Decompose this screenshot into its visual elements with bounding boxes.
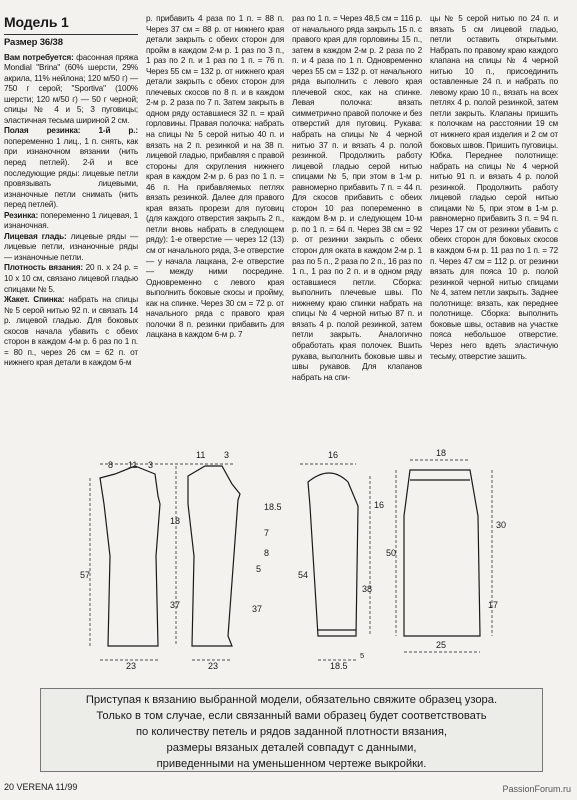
paragraph: Лицевая гладь: лицевые ряды — лицевые петли, изнаночные ряды — изнаночные петли. xyxy=(4,231,139,262)
dim-label: 23 xyxy=(126,661,137,671)
paragraph: р. прибавить 4 раза по 1 п. = 88 п. Через 37 см = 88 р. от нижнего края детали закрыть с обеих сторон для пройм в каждом 2-м р. 1 раз по 3 п., 1 раз по 2 п. и 1 раз по 1 п. = 76 п. Через 55 см = 132 р. от нижнего края детали закрыть с обеих сторон для плечевых скосов по 8 п. и в каждом 2-м р. 2 раза по 7 п. Затем закрыть в одном ряду оставшиеся 32 п. = край горловины. Правая полочка: набрать на спицы № 5 серой нитью 40 п. и вязать на 2 п. резинкой и на 38 п. лицевой гладью, прибавляя с правой стороны для скругления нижнего края в каждом 2-м р. 6 раз по 1 п. = 46 п. На прибавляемых петлях вязать резинкой. Далее для правого края вязать прорези для пуговиц (для каждого отверстия закрыть 2 п., петли вновь набрать в следующем ряду): 1-е отверстие — через 12 (13) см от начального ряда, 3-е отверстие — у начала лацкана, 2-е отверстие — между ними посредине. Одновременно с левого края выполнить боковые скосы и пройму, как на спинке. Через 30 см = 72 р. от начального ряда с правого края полочки 8 п. резинки прибавить для лацкана в каждом 6-м р. 7 xyxy=(146,14,284,340)
dim-label: 37 xyxy=(170,600,181,610)
dim-label: 11 xyxy=(128,460,138,470)
dim-label: 8 xyxy=(264,548,270,558)
pattern-diagram xyxy=(0,436,577,676)
dim-label: 23 xyxy=(208,661,219,671)
dim-label: 16 xyxy=(374,500,385,510)
dim-label: 5 xyxy=(360,651,365,660)
paragraph: Резинка: попеременно 1 лицевая, 1 изнаночная. xyxy=(4,210,138,231)
page-footer: 20 VERENA 11/99 xyxy=(4,782,78,792)
skirt-outline xyxy=(404,470,480,636)
model-title: Модель 1 xyxy=(4,14,69,30)
paragraph: цы № 5 серой нитью по 24 п. и вязать 5 см лицевой гладью, петли оставить открытыми. Набрать по правому краю каждого клапана на спицы № 4 черной нитью 10 п., присоединить оставленные 24 п. и набрать по левому краю 10 п., вязать на всех петлях 4 р. полой резинкой, затем петли закрыть. Клапаны пришить к полочкам на расстоянии 19 см от нижнего края изделия и 2 см от боковых швов. Пришить пуговицы. Юбка. Переднее полотнище: набрать на спицы № 4 черной нитью 91 п. и вязать 4 р. полой резинкой. Продолжить работу лицевой гладью серой нитью спицами № 5, при этом в 1-м р. равномерно прибавить 3 п. = 94 п. Через 17 см от резинки убавить с обеих сторон для боковых скосов в каждом 6-м р. 11 раз по 1 п. = 72 п. Через 47 см = 112 р. от резинки вязать для пояса 10 р. полой резинкой черной нитью спицами № 4, затем петли закрыть. Заднее полотнище: вязать, как переднее полотнище. Сборка: выполнить боковые швы, оставив на участке пояса небольшое отверстие. Через него вдеть эластичную тесьму, отверстие зашить. xyxy=(430,14,558,361)
paragraph: Плотность вязания: 20 п. x 24 р. = 10 x 10 см, связано лицевой гладью спицами № 5. xyxy=(4,263,138,294)
title-rule xyxy=(4,34,138,35)
note-line: Только в том случае, если связанный вами образец будет соответствовать xyxy=(96,710,487,722)
note-line: Приступая к вязанию выбранной модели, обязательно свяжите образец узора. xyxy=(85,694,498,706)
dim-label: 18 xyxy=(170,516,181,526)
text-column-2 xyxy=(146,14,284,341)
dim-label: 50 xyxy=(386,548,397,558)
dim-label: 18.5 xyxy=(264,502,282,512)
sleeve-outline xyxy=(308,473,358,636)
paragraph: Полая резинка: 1-й р.: попеременно 1 лиц., 1 п. снять, как при изнаночном вязании (нить перед петлей). 2-й и все последующие ряды: лицевые петли провязывать лицевыми, изнаночные петли снимать (нить перед петлей). xyxy=(4,126,138,210)
text-column-3 xyxy=(292,14,422,383)
dim-label: 37 xyxy=(252,604,263,614)
dim-label: 17 xyxy=(488,600,499,610)
text-column-1 xyxy=(4,14,138,369)
paragraph: Жакет. Спинка: набрать на спицы № 5 серой нитью 92 п. и связать 14 р. лицевой гладью. Для боковых скосов начала убавить с обеих сторон в каждом 4-м р. 6 раз по 1 п. = 80 п., через 26 см = 62 п. от нижнего края детали в каждом 6-м xyxy=(4,295,138,368)
dim-label: 18 xyxy=(436,448,447,458)
dim-label: 5 xyxy=(256,564,262,574)
watermark: PassionForum.ru xyxy=(502,784,571,794)
front-piece-outline xyxy=(188,466,240,646)
note-line: размеры вязаных деталей совпадут с данными, xyxy=(166,742,417,754)
dim-label: 18.5 xyxy=(330,661,348,671)
size-heading: Размер 36/38 xyxy=(4,37,63,48)
paragraph: Вам потребуется: фасонная пряжа Mondial "Brina" (60% шерсти, 29% акрила, 11% нейлона; 120 м/50 г) — 750 г серой; "Sportiva" (100% шерсти; 120 м/50 г) — 50 г черной; спицы № 4 и 5; 3 пуговицы; эластичная тесьма шириной 2 см. xyxy=(4,52,138,125)
dim-label: 25 xyxy=(436,640,447,650)
note-line: приведенными на уменьшенном чертеже выкройки. xyxy=(156,758,427,770)
dim-label: 16 xyxy=(328,450,339,460)
dim-label: 8 xyxy=(108,460,114,470)
pattern-schematic xyxy=(0,436,577,676)
dim-label: 38 xyxy=(362,584,373,594)
paragraph: раз по 1 п. = Через 48,5 см = 116 р. от начального ряда закрыть 15 п. с правого края для горловины 15 п., затем в каждом 2-м р. 2 раза по 2 п. и 4 раза по 1 п. Одновременно через 55 см = 132 р. от начального ряда выполнить с левого края плечевой скос, как на спинке. Левая полочка: вязать симметрично правой полочке и без отверстий для пуговиц. Рукава: набрать на спицы № 4 черной нитью 37 п. и вязать 4 р. полой резинкой. Продолжить работу лицевой гладью серой нитью спицами № 5, при этом в 1-м р. равномерно прибавить 7 п. = 44 п. Для скосов прибавить с обеих сторон 10 раз попеременно в каждом 8-м р. и следующем 10-м р. по 1 п. = 64 п. Через 38 см = 92 р. от резинки закрыть с обеих сторон для оката в каждом 2-м р. 1 раз по 5 п., 2 раза по 2 п., 16 раз по 1 п., 1 раз по 2 п. и в одном ряду оставшиеся петли. Сборка: выполнить плечевые швы. По нижнему краю спинки набрать на спицы № 4 черной нитью 87 п. и вязать 4 р. полой резинкой, затем петли закрыть. Аналогично обработать края полочек. Вшить рукава, выполнить боковые швы и швы рукавов. Для клапанов набрать на спи- xyxy=(292,14,422,382)
dim-label: 11 xyxy=(196,450,206,460)
dim-label: 3 xyxy=(224,450,230,460)
dim-label: 7 xyxy=(264,528,270,538)
dim-label: 30 xyxy=(496,520,507,530)
dim-label: 57 xyxy=(80,570,91,580)
back-piece-outline xyxy=(100,466,160,646)
dim-label: 54 xyxy=(298,570,309,580)
dim-label: 3 xyxy=(148,460,154,470)
text-column-4 xyxy=(430,14,558,362)
note-line: по количеству петель и рядов заданной плотности вязания, xyxy=(135,726,447,738)
gauge-note-box xyxy=(40,688,543,772)
